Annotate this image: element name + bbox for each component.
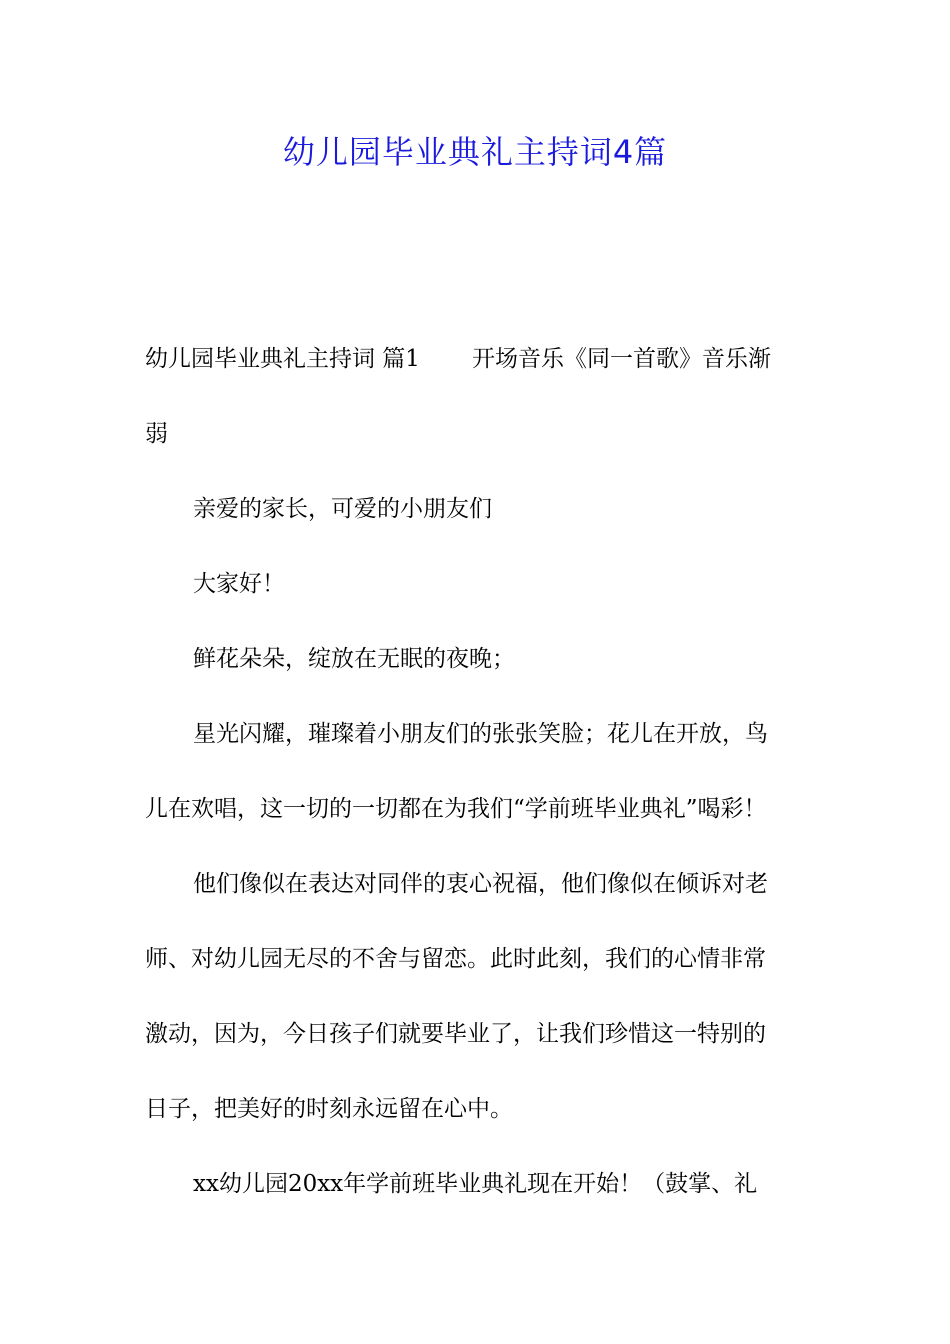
text-line: 鲜花朵朵，绽放在无眠的夜晚； <box>193 646 515 672</box>
text-line: 激动，因为，今日孩子们就要毕业了，让我们珍惜这一特别的 <box>145 1021 766 1047</box>
section-label: 幼儿园毕业典礼主持词 篇1 <box>145 346 420 372</box>
text-line: 弱 <box>145 421 168 447</box>
text-line: 星光闪耀，璀璨着小朋友们的张张笑脸；花儿在开放，鸟 <box>193 721 768 747</box>
text-line: 日子，把美好的时刻永远留在心中。 <box>145 1096 513 1122</box>
text-line: 大家好！ <box>193 571 285 597</box>
text-line: 师、对幼儿园无尽的不舍与留恋。此时此刻，我们的心情非常 <box>145 946 766 972</box>
text-line: 他们像似在表达对同伴的衷心祝福，他们像似在倾诉对老 <box>193 871 768 897</box>
section-heading-line <box>145 340 810 378</box>
text-line: 亲爱的家长，可爱的小朋友们 <box>193 496 492 522</box>
heading-first-text: 开场音乐《同一首歌》音乐渐 <box>471 346 771 372</box>
text-line: 儿在欢唱，这一切的一切都在为我们“学前班毕业典礼”喝彩！ <box>145 796 767 822</box>
text-line: xx幼儿园20xx年学前班毕业典礼现在开始！（鼓掌、礼 <box>193 1171 758 1197</box>
document-title: 幼儿园毕业典礼主持词4篇 <box>282 133 668 171</box>
